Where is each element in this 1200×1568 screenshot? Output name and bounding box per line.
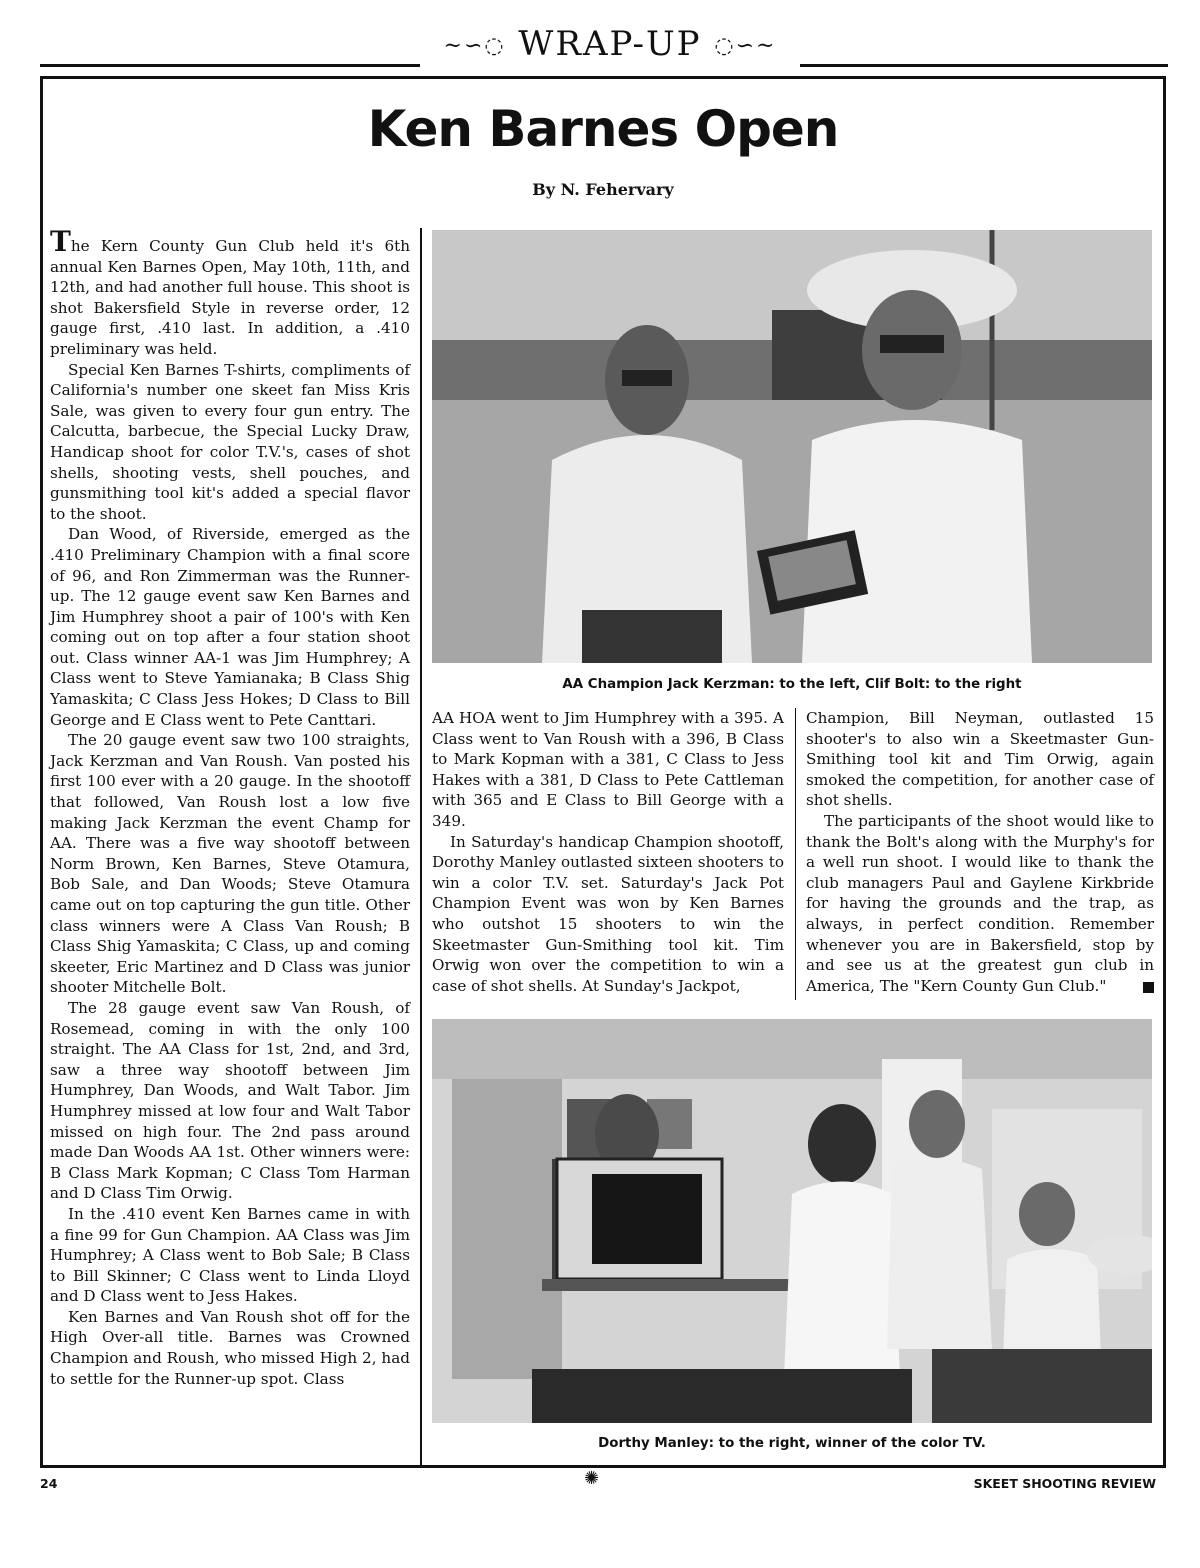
- paragraph: Ken Barnes and Van Roush shot off for the High Over-all title. Barnes was Crowned Champion and Roush, who missed High 2, had to settle for the Runner-up spot. Class: [50, 1307, 410, 1388]
- paragraph: Special Ken Barnes T-shirts, compliments of California's number one skeet fan Miss Kris Sale, was given to every four gun entry. The Calcutta, barbecue, the Special Lucky Draw, Handicap shoot for color T.V.'s, cases of shot shells, shooting vests, shell pouches, and gunsmithing tool kit's added a special flavor to the shoot.: [50, 360, 410, 523]
- publication-name: SKEET SHOOTING REVIEW: [973, 1476, 1156, 1491]
- section-banner: [420, 24, 800, 72]
- right-flourish-icon: ◌∽~: [714, 33, 777, 59]
- paragraph: Champion, Bill Neyman, outlasted 15 shooter's to also win a Skeetmaster Gun-Smithing tool kit and Tim Orwig, again smoked the competition, for another case of shot shells.: [806, 709, 1154, 810]
- page-number: 24: [40, 1476, 58, 1491]
- paragraph: The 20 gauge event saw two 100 straights, Jack Kerzman and Van Roush. Van posted his first 100 ever with a 20 gauge. In the shootoff that followed, Van Roush lost a low five making Jack Kerzman the event Champ for AA. There was a five way shootoff between Norm Brown, Ken Barnes, Steve Otamura, Bob Sale, and Dan Woods; Steve Otamura came out on top capturing the gun title. Other class winners were A Class Van Roush; B Class Shig Yamaskita; C Class, up and coming skeeter, Eric Martinez and D Class was junior shooter Mitchelle Bolt.: [50, 731, 410, 997]
- footer-ornament-icon: ✺: [584, 1468, 600, 1489]
- paragraph: AA HOA went to Jim Humphrey with a 395. A Class went to Van Roush with a 396, B Class to Mark Kopman with a 381, C Class to Jess Hakes with a 381, D Class to Pete Cattleman with 365 and E Class to Bill George with a 349.: [432, 709, 784, 830]
- paragraph: The Kern County Gun Club held it's 6th annual Ken Barnes Open, May 10th, 11th, and 12th, and had another full house. This shoot is shot Bakersfield Style in reverse order, 12 gauge first, .410 last. In addition, a .410 preliminary was held.: [50, 225, 410, 358]
- article-title: Ken Barnes Open: [367, 100, 839, 158]
- header-rule-right: [800, 64, 1168, 67]
- paragraph: The 28 gauge event saw Van Roush, of Rosemead, coming in with the only 100 straight. The AA Class for 1st, 2nd, and 3rd, saw a three way shootoff between Jim Humphrey, Dan Woods, and Walt Tabor. Jim Humphrey missed at low four and Walt Tabor missed on high four. The 2nd pass around made Dan Woods AA 1st. Other winners were: B Class Mark Kopman; C Class Tom Harman and D Class Tim Orwig.: [50, 998, 410, 1203]
- left-flourish-icon: ~∽◌: [443, 33, 506, 59]
- section-label: WRAP-UP: [518, 24, 702, 64]
- paragraph: The participants of the shoot would like to thank the Bolt's along with the Murphy's for a well run shoot. I would like to thank the club managers Paul and Gaylene Kirkbride for having the grounds and the trap, as always, in perfect condition. Remember whenever you are in Bakersfield, stop by and see us at the greatest gun club in America, The "Kern County Gun Club.": [806, 811, 1154, 995]
- photo1-caption: AA Champion Jack Kerzman: to the left, Clif Bolt: to the right: [562, 677, 1022, 692]
- drop-cap: T: [50, 225, 71, 258]
- byline: By N. Fehervary: [532, 180, 674, 199]
- end-mark-icon: [1143, 982, 1154, 993]
- column-divider-small: [795, 708, 796, 1000]
- header-rule-left: [40, 64, 420, 67]
- paragraph: In Saturday's handicap Champion shootoff, Dorothy Manley outlasted sixteen shooters to win a color T.V. set. Saturday's Jack Pot Champion Event was won by Ken Barnes who outshot 15 shooters to win the Skeetmaster Gun-Smithing tool kit. Tim Orwig won over the competition to win a case of shot shells. At Sunday's Jackpot,: [432, 832, 784, 995]
- middle-column: [432, 708, 784, 996]
- photo2-caption: Dorthy Manley: to the right, winner of the color TV.: [598, 1436, 986, 1451]
- paragraph: In the .410 event Ken Barnes came in with a fine 99 for Gun Champion. AA Class was Jim Humphrey; A Class went to Bob Sale; B Class to Bill Skinner; C Class went to Linda Lloyd and D Class went to Jess Hakes.: [50, 1204, 410, 1306]
- left-column: [50, 225, 410, 1389]
- photo-tv-winner: [432, 1019, 1152, 1423]
- paragraph: Dan Wood, of Riverside, emerged as the .410 Preliminary Champion with a final score of 96, and Ron Zimmerman was the Runner-up. The 12 gauge event saw Ken Barnes and Jim Humphrey shoot a pair of 100's with Ken coming out on top after a four station shoot out. Class winner AA-1 was Jim Humphrey; A Class went to Steve Yamianaka; B Class Shig Yamaskita; C Class Jess Hokes; D Class to Bill George and E Class went to Pete Canttari.: [50, 525, 410, 729]
- right-column: [806, 708, 1154, 996]
- column-divider: [420, 228, 422, 1468]
- photo-award-presentation: [432, 230, 1152, 663]
